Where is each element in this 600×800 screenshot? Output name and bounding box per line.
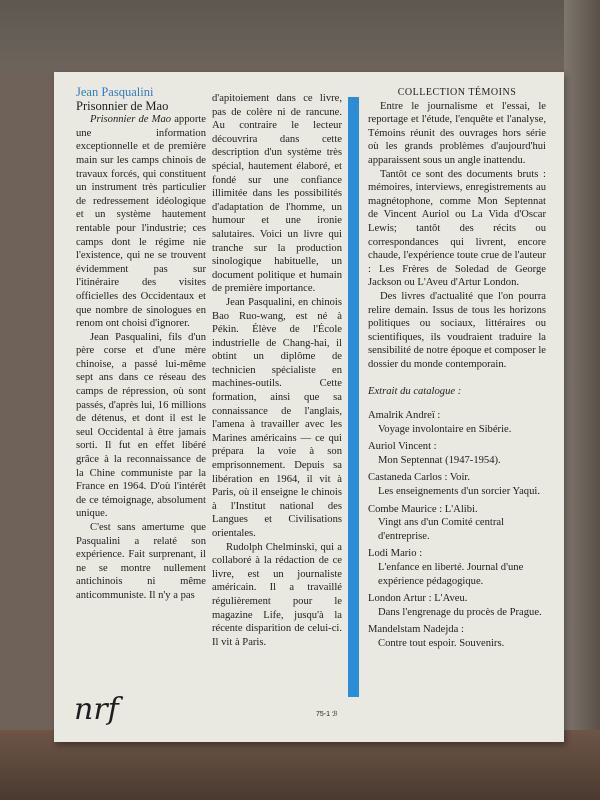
catalogue-list <box>368 409 546 651</box>
catalogue-work: Vingt ans d'un Comité central d'entreprise. <box>378 517 505 542</box>
background-top <box>0 0 600 70</box>
catalogue-work: Les enseignements d'un sorcier Yaqui. <box>378 486 540 498</box>
catalogue-entry <box>368 440 546 467</box>
catalogue-work: Mon Septennat (1947-1954). <box>378 454 501 466</box>
paragraph: Prisonnier de Mao apporte une information exceptionnelle et de première main sur les camps chinois de travaux forcés, qui constituent un instrument très particulier de redressement idéologique et un système hautement rentable pour l'industrie; ces camps dont le régime nie l'existence, qui ne se trouvent évidemment pas sur l'itinéraire des visites officielles des Occidentaux et que nombre de sinologues en renom ont choisi d'ignorer. <box>76 114 206 330</box>
catalogue-heading: Extrait du catalogue : <box>368 386 462 398</box>
text-column-right <box>368 86 546 655</box>
catalogue-author: London Artur : L'Aveu. <box>368 593 468 605</box>
catalogue-work: L'enfance en liberté. Journal d'une expérience pédagogique. <box>378 562 524 587</box>
nrf-logo: nrf <box>74 692 119 727</box>
background-right <box>564 0 600 800</box>
book-title-italic: Prisonnier de Mao <box>90 114 172 126</box>
catalogue-author: Combe Maurice : L'Alibi. <box>368 503 478 515</box>
catalogue-work: Dans l'engrenage du procès de Prague. <box>378 606 542 618</box>
catalogue-entry <box>368 623 546 650</box>
print-code: 75-1 ℬ <box>316 711 338 718</box>
text-column-left <box>76 86 206 603</box>
catalogue-author: Amalrik Andreï : <box>368 410 441 422</box>
catalogue-entry <box>368 471 546 498</box>
paragraph: Des livres d'actualité que l'on pourra relire demain. Issus de tous les horizons politiques ou sociaux, littéraires ou scientifiques, ils voudraient traduire la sensibilité de notre époque et composer le dossier du monde contemporain. <box>368 290 546 370</box>
paragraph: Tantôt ce sont des documents bruts : mémoires, interviews, enregistrements au magnétophone, comme Mon Septennat de Vincent Auriol ou La Vida d'Oscar Lewis; tantôt des récits ou correspondances qui livrent, encore chaude, l'expérience toute crue de l'auteur : Les Frères de Soledad de George Jackson ou L'Aveu d'Artur London. <box>368 168 546 289</box>
catalogue-entry <box>368 547 546 588</box>
collection-heading: COLLECTION TÉMOINS <box>397 87 517 98</box>
author-name: Jean Pasqualini <box>76 85 154 99</box>
catalogue-author: Castaneda Carlos : Voir. <box>368 472 471 484</box>
catalogue-work: Contre tout espoir. Souvenirs. <box>378 637 505 649</box>
paragraph: d'apitoiement dans ce livre, pas de colère ni de rancune. Au contraire le lecteur découvrira dans cette description d'un système très spécial, hautement élaboré, et fondé sur une confiance illimitée dans les possibilités d'adaptation de l'homme, un humour et une ironie salutaires. Voici un livre qui tranche sur la production sinologique habituelle, un document politique et humain de première importance. <box>212 93 342 295</box>
book-title: Prisonnier de Mao <box>76 98 169 113</box>
catalogue-author: Mandelstam Nadejda : <box>368 624 464 636</box>
catalogue-work: Voyage involontaire en Sibérie. <box>378 423 512 435</box>
blue-divider-bar <box>348 97 359 697</box>
catalogue-author: Lodi Mario : <box>368 548 423 560</box>
catalogue-author: Auriol Vincent : <box>368 441 437 453</box>
book-back-cover <box>54 72 564 742</box>
paragraph: C'est sans amertume que Pasqualini a relaté son expérience. Fait surprenant, il ne se montre nullement antichinois ni même anticommuniste. Il n'y a pas <box>76 522 206 601</box>
catalogue-entry <box>368 409 546 436</box>
text-column-middle <box>212 92 342 649</box>
paragraph: Jean Pasqualini, fils d'un père corse et d'une mère chinoise, a passé lui-même sept ans dans ce réseau des camps de répression, où sont passés, d'après lui, 16 millions de détenus, et dont il est le seul Occidental à être jamais sorti. Il fut en effet libéré grâce à la reconnaissance de la Chine communiste par la France en 1964. D'où l'intérêt de ce témoignage, absolument unique. <box>76 331 206 520</box>
paragraph: Entre le journalisme et l'essai, le reportage et l'étude, l'enquête et l'analyse, Témoins réunit des ouvrages hors série où les grands problèmes d'aujourd'hui apparaissent sous un angle inattendu. <box>368 100 546 166</box>
paragraph: Rudolph Chelminski, qui a collaboré à la rédaction de ce livre, est un journaliste américain. Il a travaillé régulièrement pour le magazine Life, jusqu'à la récente disparition de celui-ci. Il vit à Paris. <box>212 541 342 648</box>
paragraph: Jean Pasqualini, en chinois Bao Ruo-wang, est né à Pékin. Élève de l'École industrielle de Chang-hai, il obtint un diplôme de technicien spécialiste en machines-outils. Cette formation, ainsi que sa connaissance de l'anglais, l'amena à travailler avec les Marines américains — ce qui prépara la voie à son emprisonnement. Depuis sa libération en 1964, il vit à Paris, où il enseigne le chinois à l'Institut national des Langues et Civilisations orientales. <box>212 296 342 539</box>
catalogue-entry <box>368 592 546 619</box>
catalogue-entry <box>368 503 546 544</box>
